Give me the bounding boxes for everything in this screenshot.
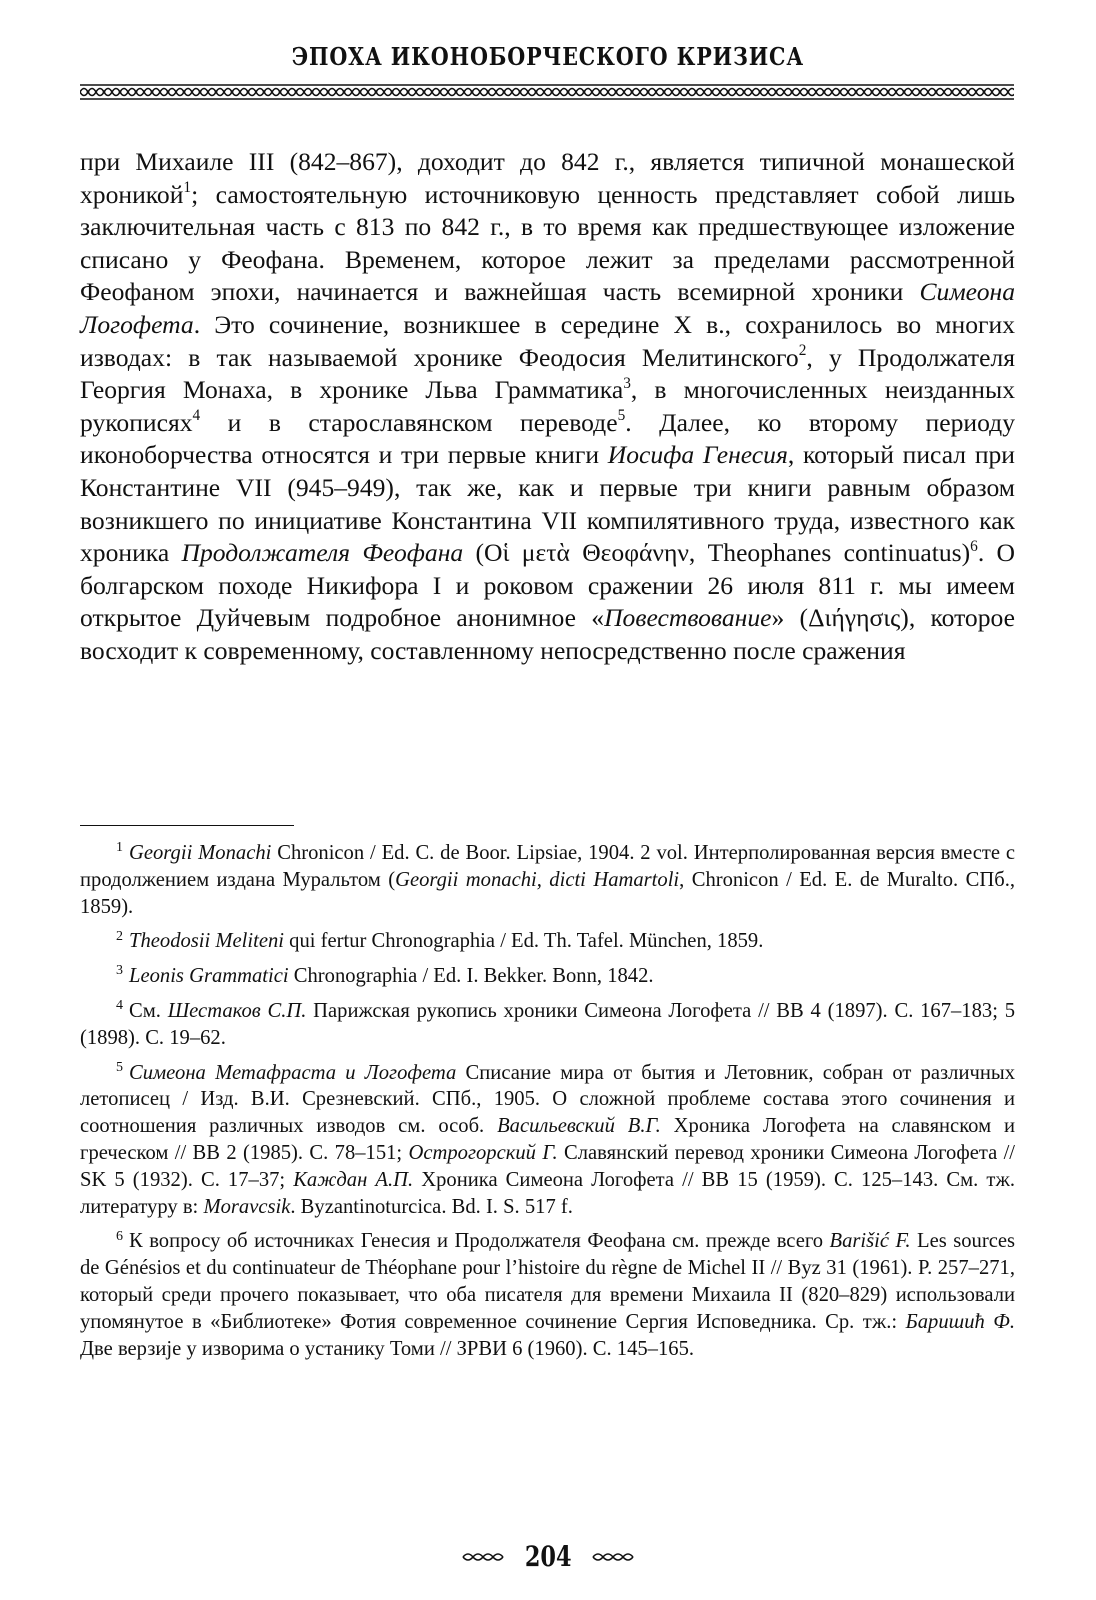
footnote-number: 4 [116, 998, 123, 1014]
footnote-6: $^6$ К вопросу об источниках Генесия и Продолжателя Феофана см. прежде всего Barišić F. Les sources de Génésios et du continuateur de Théophane pour l’histoire du règne de Michel II // Byz 31 (1961). P. 257–271, который среди прочего показывает, что оба писателя для времени Михаила II (820–829) использовали упомянутое в «Библиотеке» Фотия современное сочинение Сергия Исповедника. Ср. тж.: Баришић Ф. Две верзије у изворима о устанику Томи // ЗРВИ 6 (1960). С. 145–165. [80, 1228, 1015, 1360]
italic-title-narrative: Повествование [604, 603, 772, 633]
left-ornament-icon [461, 1550, 505, 1564]
italic-title-theophanes-cont: Продолжателя Феофана [181, 538, 464, 568]
footnote-number: 3 [116, 963, 123, 979]
footnote-ref-4[interactable]: 4 [192, 407, 201, 425]
page-number: 204 [524, 1540, 572, 1573]
header-ornament-band [80, 84, 1014, 100]
footnote-separator [80, 825, 294, 826]
page-header [0, 42, 1096, 71]
footnote-ref-5[interactable]: 5 [617, 407, 626, 425]
footnote-ref-1[interactable]: 1 [183, 179, 192, 197]
footnote-1: $^1$ Georgii Monachi Chronicon / Ed. C. de Boor. Lipsiae, 1904. 2 vol. Интерполированная версия вместе с продолжением издана Муральтом (Georgii monachi, dicti Hamartoli, Chronicon / Ed. E. de Muralto. СПб., 1859). [80, 840, 1015, 918]
italic-title-simeon: Симеона Логофета [80, 277, 1015, 339]
page-footer [0, 1540, 1096, 1573]
footnote-4: $^4$ См. Шестаков С.П. Парижская рукопись хроники Симеона Логофета // ВВ 4 (1897). С. 167–183; 5 (1898). С. 19–62. [80, 998, 1015, 1049]
footnote-5: $^5$ Симеона Метафраста и Логофета Списание мира от бытия и Летовник, собран от различных летописец / Изд. В.И. Срезневский. СПб., 1905. О сложной проблеме состава этого сочинения и соотношения различных изводов см. особ. Васильевский В.Г. Хроника Логофета на славянском и греческом // ВВ 2 (1985). С. 78–151; Острогорский Г. Славянский перевод хроники Симеона Логофета // SK 5 (1932). С. 17–37; Каждан А.П. Хроника Симеона Логофета // ВВ 15 (1959). С. 125–143. См. тж. литературу в: Moravcsik. Byzantinoturcica. Bd. I. S. 517 f. [80, 1059, 1016, 1218]
footnote-ref-3[interactable]: 3 [623, 374, 631, 392]
main-text-block [80, 146, 1015, 668]
footnote-number: 2 [116, 928, 123, 944]
footnote-number: 1 [116, 840, 123, 856]
body-paragraph: при Михаиле III (842–867), доходит до 842 г., является типичной монашеской хроникой$^1$; самостоятельную источниковую ценность представляет собой лишь заключительная часть с 813 по 842 г., в то время как предшествующее изложение списано у Феофана. Временем, которое лежит за пределами рассмотренной Феофаном эпохи, начинается и важнейшая часть всемирной хроники Симеона Логофета. Это сочинение, возникшее в середине X в., сохранилось во многих изводах: в так называемой хронике Феодосия Мелитинского$^2$, у Продолжателя Георгия Монаха, в хронике Льва Грамматика$^3$, в многочисленных неизданных рукописях$^4$ и в старославянском переводе$^5$. Далее, ко второму периоду иконоборчества относятся и три первые книги Иосифа Генесия, который писал при Константине VII (945–949), так же, как и первые три книги равным образом возникшего по инициативе Константина VII компилятивного труда, известного как хроника Продолжателя Феофана (Οἱ μετὰ Θεοφάνην, Theophanes continuatus)$^6$. О болгарском походе Никифора I и роковом сражении 26 июля 811 г. мы имеем открытое Дуйчевым подробное анонимное «Повествование» (Διήγησις), которое восходит к современному, составленному непосредственно после сражения [80, 147, 1016, 665]
footnotes-block [80, 840, 1015, 1370]
footnote-ref-2[interactable]: 2 [798, 342, 807, 360]
right-ornament-icon [591, 1550, 635, 1564]
footnote-number: 5 [116, 1059, 123, 1075]
running-title: ЭПОХА ИКОНОБОРЧЕСКОГО КРИЗИСА [291, 42, 805, 71]
footnote-3: $^3$ Leonis Grammatici Chronographia / Ed. I. Bekker. Bonn, 1842. [116, 963, 654, 988]
footnote-number: 6 [116, 1228, 123, 1244]
footnote-2: $^2$ Theodosii Meliteni qui fertur Chronographia / Ed. Th. Tafel. München, 1859. [116, 928, 764, 953]
italic-title-genesius: Иосифа Генесия [607, 440, 788, 470]
footnote-ref-6[interactable]: 6 [970, 537, 978, 555]
